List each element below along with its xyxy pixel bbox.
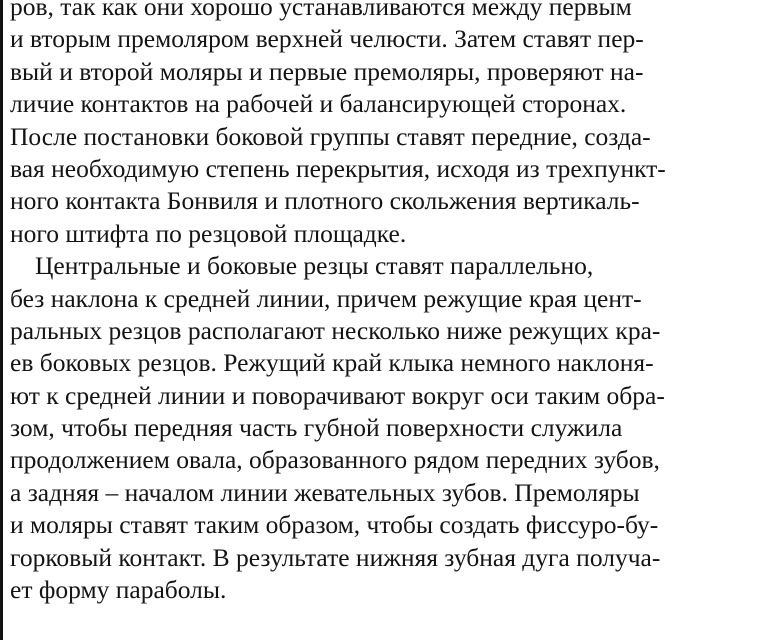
text-line: без наклона к средней линии, причем режущие края цент- bbox=[10, 283, 642, 313]
text-line: ного штифта по резцовой площадке. bbox=[10, 218, 407, 248]
text-line: а задняя – началом линии жевательных зубов. Премоляры bbox=[10, 477, 640, 507]
text-line: продолжением овала, образованного рядом передних зубов, bbox=[10, 445, 660, 475]
paragraph-2 bbox=[10, 250, 782, 606]
paragraph-1 bbox=[10, 0, 782, 250]
text-line: вая необходимую степень перекрытия, исходя из трехпункт- bbox=[10, 153, 666, 183]
text-line: ют к средней линии и поворачивают вокруг оси таким обра- bbox=[10, 380, 665, 410]
text-line: ет форму параболы. bbox=[10, 575, 227, 605]
document-text bbox=[10, 0, 782, 606]
text-line: Центральные и боковые резцы ставят параллельно, bbox=[35, 251, 594, 281]
text-line: ральных резцов располагают несколько ниже режущих кра- bbox=[10, 315, 661, 345]
text-line: ев боковых резцов. Режущий край клыка немного наклоня- bbox=[10, 348, 654, 378]
text-line: вый и второй моляры и первые премоляры, проверяют на- bbox=[10, 56, 644, 86]
text-line: ров, так как они хорошо устанавливаются между первым bbox=[10, 0, 632, 21]
text-line: зом, чтобы передняя часть губной поверхности служила bbox=[10, 413, 623, 443]
text-line: личие контактов на рабочей и балансирующей сторонах. bbox=[10, 89, 627, 119]
text-line: ного контакта Бонвиля и плотного скольжения вертикаль- bbox=[10, 186, 640, 216]
text-line: горковый контакт. В результате нижняя зубная дуга получа- bbox=[10, 542, 661, 572]
text-line: и моляры ставят таким образом, чтобы создать фиссуро-бу- bbox=[10, 510, 659, 540]
text-line: и вторым премоляром верхней челюсти. Затем ставят пер- bbox=[10, 24, 644, 54]
text-line: После постановки боковой группы ставят передние, созда- bbox=[10, 121, 651, 151]
